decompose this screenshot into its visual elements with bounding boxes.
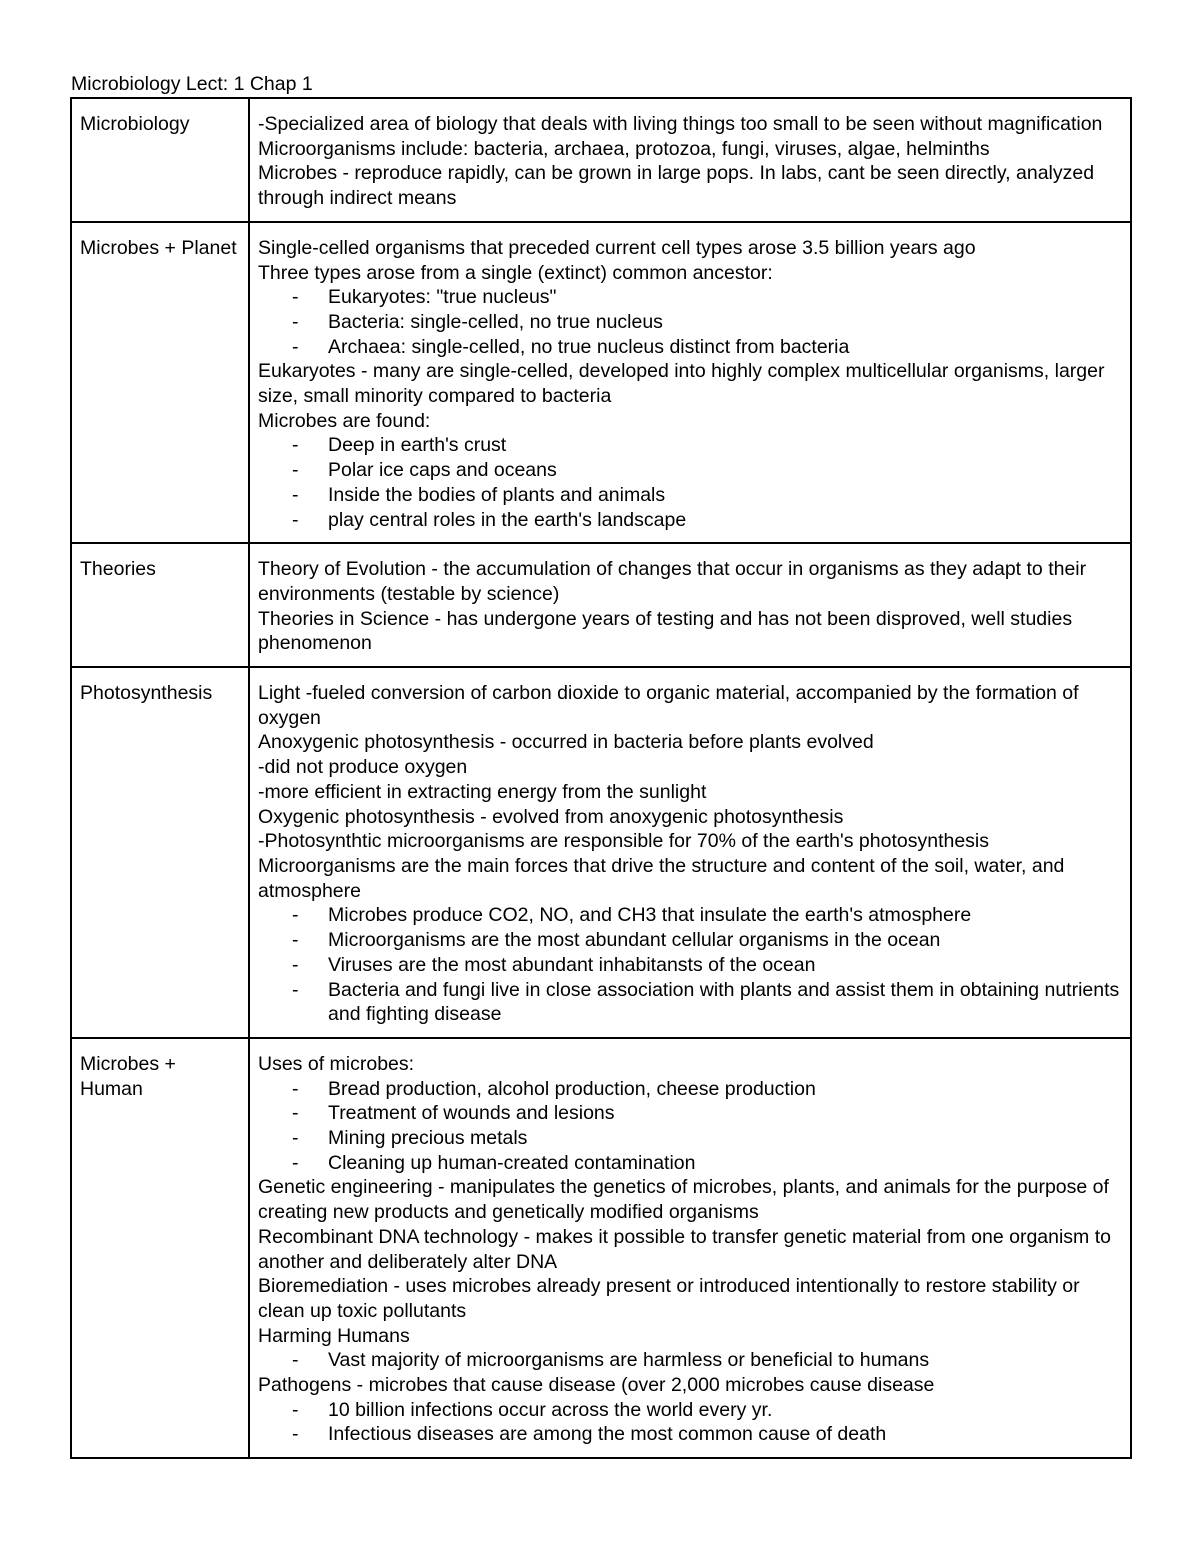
- bullet-text: Treatment of wounds and lesions: [328, 1102, 615, 1125]
- note-line: Theories in Science - has undergone years of testing and has not been disproved, well studies phenomenon: [258, 607, 1073, 655]
- bullet-text: Viruses are the most abundant inhabitansts of the ocean: [328, 953, 816, 976]
- bullet-item: [258, 903, 1122, 928]
- bullet-item: [258, 1398, 1122, 1423]
- bullet-item: [258, 1126, 1122, 1151]
- note-line: Microbes - reproduce rapidly, can be grown in large pops. In labs, cant be seen directly, analyzed through indirect means: [258, 162, 1095, 210]
- table-row: [71, 543, 1131, 667]
- note-line: -more efficient in extracting energy from the sunlight: [258, 780, 707, 803]
- bullet-item: [258, 953, 1122, 978]
- term-cell: Microbes + Planet: [71, 222, 249, 543]
- bullet-item: [258, 458, 1122, 483]
- table-row: [71, 667, 1131, 1038]
- note-line: -did not produce oxygen: [258, 756, 468, 779]
- table-row: [71, 222, 1131, 543]
- term-cell: Microbes + Human: [71, 1038, 249, 1458]
- bullet-text: Bread production, alcohol production, cheese production: [328, 1077, 816, 1100]
- bullet-item: [258, 1101, 1122, 1126]
- note-line: -Photosynthtic microorganisms are responsible for 70% of the earth's photosynthesis: [258, 830, 990, 853]
- bullet-item: [258, 1348, 1122, 1373]
- bullet-text: Bacteria and fungi live in close association with plants and assist them in obtaining nutrients and fighting disease: [328, 978, 1120, 1026]
- note-line: Pathogens - microbes that cause disease (over 2,000 microbes cause disease: [258, 1374, 935, 1397]
- document-title: Microbiology Lect: 1 Chap 1: [71, 73, 313, 95]
- bullet-item: [258, 928, 1122, 953]
- note-line: Bioremediation - uses microbes already present or introduced intentionally to restore stability or clean up toxic pollutants: [258, 1275, 1080, 1322]
- bullet-item: [258, 1422, 1122, 1447]
- dash-bullet-icon: -: [292, 929, 299, 952]
- bullet-text: play central roles in the earth's landscape: [328, 508, 687, 531]
- bullet-text: Microbes produce CO2, NO, and CH3 that insulate the earth's atmosphere: [328, 904, 972, 927]
- bullet-text: Microorganisms are the most abundant cellular organisms in the ocean: [328, 929, 941, 952]
- note-line: Uses of microbes:: [258, 1052, 415, 1075]
- bullet-text: Infectious diseases are among the most common cause of death: [328, 1423, 887, 1446]
- dash-bullet-icon: -: [292, 1398, 299, 1421]
- bullet-item: [258, 433, 1122, 458]
- bullet-text: Inside the bodies of plants and animals: [328, 483, 666, 506]
- dash-bullet-icon: -: [292, 434, 299, 457]
- bullet-item: [258, 335, 1122, 360]
- dash-bullet-icon: -: [292, 1127, 299, 1150]
- bullet-text: Bacteria: single-celled, no true nucleus: [328, 310, 663, 333]
- note-line: Three types arose from a single (extinct) common ancestor:: [258, 261, 773, 284]
- dash-bullet-icon: -: [292, 953, 299, 976]
- notes-cell: [249, 667, 1131, 1038]
- dash-bullet-icon: -: [292, 1102, 299, 1125]
- notes-cell: [249, 1038, 1131, 1458]
- bullet-item: [258, 483, 1122, 508]
- note-line: Microorganisms include: bacteria, archaea, protozoa, fungi, viruses, algae, helminths: [258, 137, 990, 160]
- table-row: [71, 98, 1131, 222]
- bullet-text: Mining precious metals: [328, 1127, 528, 1150]
- term-cell: Microbiology: [71, 98, 249, 222]
- bullet-text: Eukaryotes: "true nucleus": [328, 286, 557, 309]
- bullet-text: Polar ice caps and oceans: [328, 459, 557, 482]
- note-line: -Specialized area of biology that deals with living things too small to be seen without magnification: [258, 113, 1103, 135]
- bullet-text: Cleaning up human-created contamination: [328, 1151, 696, 1174]
- dash-bullet-icon: -: [292, 1349, 299, 1372]
- bullet-text: Vast majority of microorganisms are harmless or beneficial to humans: [328, 1349, 930, 1372]
- note-line: Light -fueled conversion of carbon dioxide to organic material, accompanied by the formation of oxygen: [258, 682, 1079, 729]
- note-line: Genetic engineering - manipulates the genetics of microbes, plants, and animals for the purpose of creating new products and genetically modified organisms: [258, 1176, 1109, 1224]
- bullet-text: Archaea: single-celled, no true nucleus distinct from bacteria: [328, 335, 850, 358]
- notes-cell: [249, 543, 1131, 667]
- table-row: [71, 1038, 1131, 1458]
- note-line: Anoxygenic photosynthesis - occurred in bacteria before plants evolved: [258, 731, 874, 754]
- bullet-item: [258, 508, 1122, 533]
- bullet-item: [258, 310, 1122, 335]
- bullet-text: Deep in earth's crust: [328, 434, 507, 457]
- notes-table-body: [71, 98, 1131, 1458]
- dash-bullet-icon: -: [292, 1077, 299, 1100]
- note-line: Microorganisms are the main forces that drive the structure and content of the soil, water, and atmosphere: [258, 854, 1065, 902]
- dash-bullet-icon: -: [292, 978, 299, 1001]
- note-line: Theory of Evolution - the accumulation of changes that occur in organisms as they adapt to their environments (testable by science): [258, 558, 1087, 605]
- note-line: Oxygenic photosynthesis - evolved from anoxygenic photosynthesis: [258, 805, 844, 828]
- dash-bullet-icon: -: [292, 483, 299, 506]
- bullet-item: [258, 1077, 1122, 1102]
- notes-cell: [249, 222, 1131, 543]
- notes-cell: [249, 98, 1131, 222]
- note-line: Recombinant DNA technology - makes it possible to transfer genetic material from one organism to another and deliberately alter DNA: [258, 1225, 1111, 1273]
- dash-bullet-icon: -: [292, 904, 299, 927]
- bullet-item: [258, 978, 1122, 1027]
- dash-bullet-icon: -: [292, 1423, 299, 1446]
- dash-bullet-icon: -: [292, 508, 299, 531]
- note-line: Single-celled organisms that preceded current cell types arose 3.5 billion years ago: [258, 236, 976, 259]
- note-line: Microbes are found:: [258, 409, 431, 432]
- dash-bullet-icon: -: [292, 310, 299, 333]
- term-cell: Photosynthesis: [71, 667, 249, 1038]
- dash-bullet-icon: -: [292, 335, 299, 358]
- bullet-item: [258, 285, 1122, 310]
- bullet-text: 10 billion infections occur across the world every yr.: [328, 1398, 773, 1421]
- note-line: Harming Humans: [258, 1324, 410, 1347]
- notes-table: [70, 97, 1132, 1459]
- dash-bullet-icon: -: [292, 1151, 299, 1174]
- dash-bullet-icon: -: [292, 459, 299, 482]
- bullet-item: [258, 1151, 1122, 1176]
- dash-bullet-icon: -: [292, 286, 299, 309]
- note-line: Eukaryotes - many are single-celled, developed into highly complex multicellular organisms, larger size, small minority compared to bacteria: [258, 360, 1105, 408]
- term-cell: Theories: [71, 543, 249, 667]
